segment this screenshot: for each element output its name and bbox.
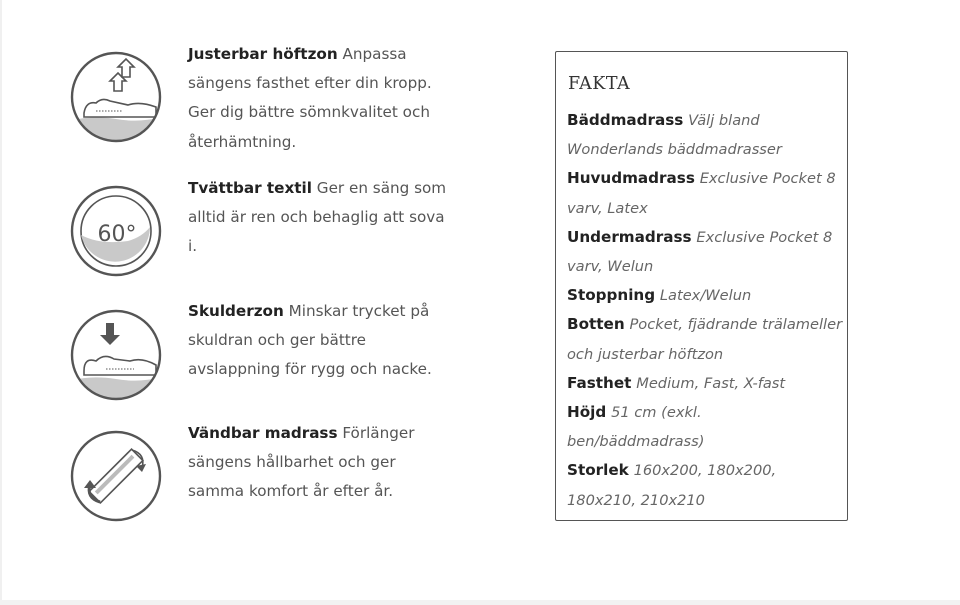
fakta-list [567,106,843,515]
feature-title: Skulderzon [188,302,284,320]
fakta-value: Medium, Fast, X-fast [636,374,786,392]
feature-text: Minskar trycket på skuldran och ger bättre avslappning för rygg och nacke. [188,302,432,379]
fakta-value: 160x200, 180x200, 180x210, 210x210 [567,462,777,509]
feature-text: Förlänger sängens hållbarhet och ger samma komfort år efter år. [188,424,415,501]
fakta-label: Huvudmadrass [567,169,695,188]
fakta-label: Bäddmadrass [567,111,684,129]
feature-shoulder-zone [188,297,450,385]
feature-title: Vändbar madrass [188,424,338,442]
wash-60-icon [70,185,162,277]
fakta-label: Undermadrass [567,227,692,246]
fakta-row [567,164,843,222]
fakta-label: Höjd [567,403,607,422]
feature-washable-textile [188,174,450,262]
fakta-row [567,223,843,281]
fakta-value: Välj bland Wonderlands bäddmadrasser [567,112,782,159]
feature-title: Tvättbar textil [188,179,312,197]
fakta-row [567,310,843,368]
fakta-row [567,456,843,514]
feature-text: Ger en säng som alltid är ren och behaglig att sova i. [188,179,447,256]
wash-temperature-label: 60° [97,222,137,247]
fakta-row [567,106,843,164]
feature-title: Justerbar höftzon [188,45,338,63]
fakta-row [567,281,843,310]
fakta-label: Stoppning [567,286,656,305]
fakta-label: Botten [567,315,625,334]
fakta-value: Exclusive Pocket 8 varv, Latex [567,170,836,217]
fakta-box [555,51,848,521]
shoulder-zone-icon [70,309,162,401]
reversible-mattress-icon [70,430,162,522]
feature-reversible-mattress [188,419,450,507]
adjustable-hip-zone-icon [70,51,162,143]
fakta-label: Fasthet [567,373,632,392]
fakta-label: Storlek [567,461,629,480]
fakta-value: Pocket, fjädrande trälameller och justerbar höftzon [567,316,843,363]
fakta-row [567,398,843,456]
fakta-value: Exclusive Pocket 8 varv, Welun [567,228,833,276]
page-bottom-band [0,600,960,605]
feature-text: Anpassa sängens fasthet efter din kropp. Ger dig bättre sömnkvalitet och återhämtning. [188,45,432,151]
fakta-row [567,369,843,398]
feature-adjustable-hip-zone [188,40,450,157]
fakta-value: 51 cm (exkl. ben/bäddmadrass) [567,404,705,451]
page-edge [0,0,2,605]
fakta-value: Latex/Welun [659,287,752,305]
fakta-title: FAKTA [568,74,631,94]
